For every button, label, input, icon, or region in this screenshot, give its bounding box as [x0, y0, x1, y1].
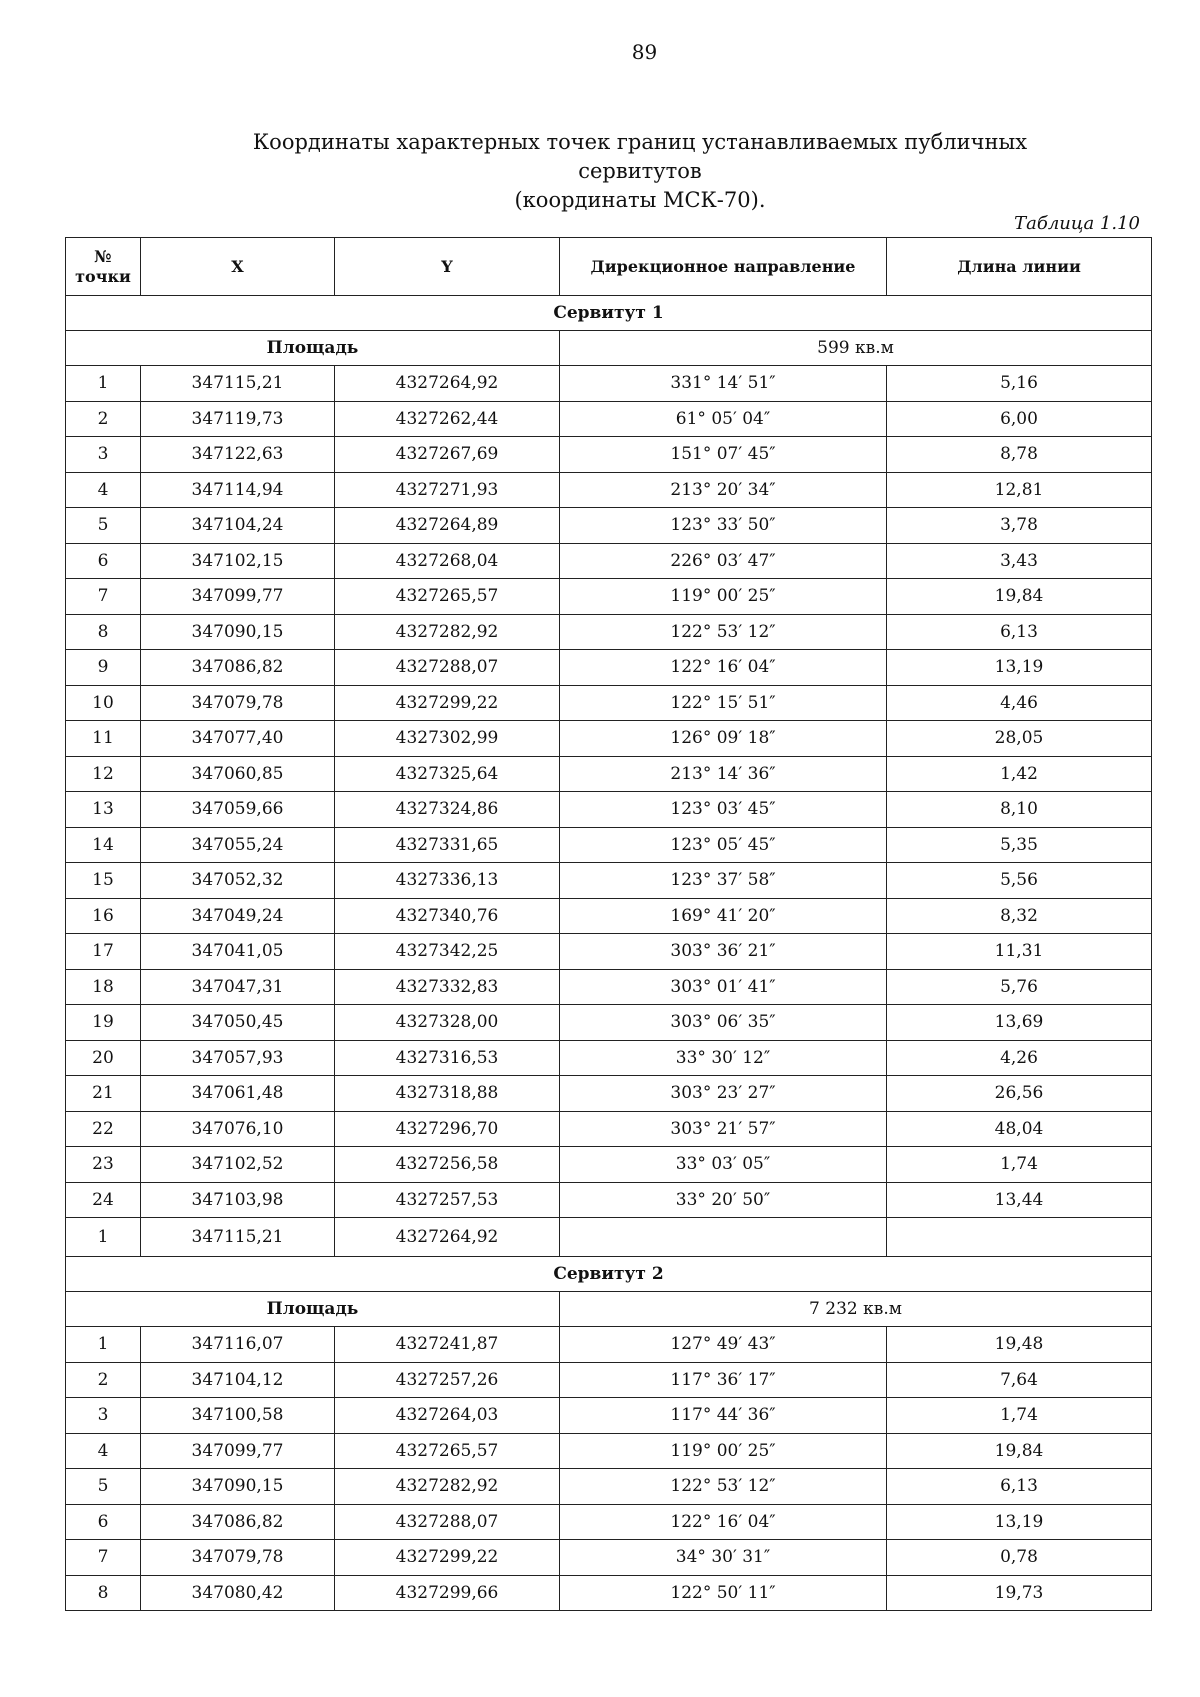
point-number-cell: 18	[66, 969, 141, 1005]
table-row	[66, 1040, 1152, 1076]
y-cell: 4327342,25	[335, 934, 560, 970]
table-row	[66, 614, 1152, 650]
x-cell: 347099,77	[141, 1433, 335, 1469]
x-cell: 347104,12	[141, 1362, 335, 1398]
point-number-cell: 11	[66, 721, 141, 757]
direction-cell: 169° 41′ 20″	[560, 898, 887, 934]
y-cell: 4327264,03	[335, 1398, 560, 1434]
direction-cell: 303° 06′ 35″	[560, 1005, 887, 1041]
point-number-cell: 13	[66, 792, 141, 828]
direction-cell: 123° 33′ 50″	[560, 508, 887, 544]
table-row	[66, 969, 1152, 1005]
y-cell: 4327264,92	[335, 366, 560, 402]
point-number-cell: 14	[66, 827, 141, 863]
y-cell: 4327331,65	[335, 827, 560, 863]
point-number-cell: 4	[66, 1433, 141, 1469]
point-number-cell: 10	[66, 685, 141, 721]
y-cell: 4327265,57	[335, 579, 560, 615]
point-number-cell: 2	[66, 1362, 141, 1398]
y-cell: 4327325,64	[335, 756, 560, 792]
x-cell: 347086,82	[141, 650, 335, 686]
x-cell: 347090,15	[141, 1469, 335, 1505]
length-cell: 4,46	[887, 685, 1152, 721]
y-cell: 4327264,89	[335, 508, 560, 544]
direction-cell: 33° 20′ 50″	[560, 1182, 887, 1218]
length-cell: 13,19	[887, 1504, 1152, 1540]
x-cell: 347079,78	[141, 1540, 335, 1576]
x-cell: 347041,05	[141, 934, 335, 970]
y-cell: 4327340,76	[335, 898, 560, 934]
x-cell: 347103,98	[141, 1182, 335, 1218]
length-cell: 5,76	[887, 969, 1152, 1005]
direction-cell: 303° 23′ 27″	[560, 1076, 887, 1112]
x-cell: 347052,32	[141, 863, 335, 899]
point-number-cell: 3	[66, 437, 141, 473]
y-cell: 4327302,99	[335, 721, 560, 757]
y-cell: 4327299,22	[335, 685, 560, 721]
y-cell: 4327332,83	[335, 969, 560, 1005]
point-number-cell: 7	[66, 579, 141, 615]
x-cell: 347100,58	[141, 1398, 335, 1434]
header-length: Длина линии	[887, 238, 1152, 296]
direction-cell: 34° 30′ 31″	[560, 1540, 887, 1576]
point-number-cell: 21	[66, 1076, 141, 1112]
header-direction: Дирекционное направление	[560, 238, 887, 296]
title-line-2: (координаты МСК-70).	[514, 188, 766, 212]
point-number-cell: 8	[66, 1575, 141, 1611]
header-num-word: точки	[75, 266, 131, 286]
point-number-cell: 7	[66, 1540, 141, 1576]
table-row	[66, 1575, 1152, 1611]
table-row	[66, 863, 1152, 899]
point-number-cell: 5	[66, 508, 141, 544]
y-cell: 4327328,00	[335, 1005, 560, 1041]
length-cell: 13,19	[887, 650, 1152, 686]
table-row	[66, 1540, 1152, 1576]
y-cell: 4327256,58	[335, 1147, 560, 1183]
table-row	[66, 1469, 1152, 1505]
y-cell: 4327324,86	[335, 792, 560, 828]
point-number-cell: 24	[66, 1182, 141, 1218]
length-cell: 1,74	[887, 1398, 1152, 1434]
length-cell: 0,78	[887, 1540, 1152, 1576]
x-cell: 347047,31	[141, 969, 335, 1005]
point-number-cell: 12	[66, 756, 141, 792]
point-number-cell: 1	[66, 1218, 141, 1257]
y-cell: 4327282,92	[335, 1469, 560, 1505]
direction-cell: 117° 44′ 36″	[560, 1398, 887, 1434]
point-number-cell: 19	[66, 1005, 141, 1041]
point-number-cell: 6	[66, 543, 141, 579]
length-cell: 19,48	[887, 1327, 1152, 1363]
y-cell: 4327288,07	[335, 1504, 560, 1540]
length-cell: 8,78	[887, 437, 1152, 473]
section-title-row	[66, 296, 1152, 331]
length-cell: 5,56	[887, 863, 1152, 899]
coordinates-table	[65, 237, 1152, 1611]
area-value: 7 232 кв.м	[560, 1292, 1152, 1327]
length-cell: 6,13	[887, 1469, 1152, 1505]
document-title	[200, 128, 1080, 215]
x-cell: 347077,40	[141, 721, 335, 757]
table-row	[66, 1182, 1152, 1218]
header-num-symbol: №	[94, 246, 112, 266]
table-row	[66, 1362, 1152, 1398]
x-cell: 347080,42	[141, 1575, 335, 1611]
table-body	[66, 296, 1152, 1611]
x-cell: 347049,24	[141, 898, 335, 934]
direction-cell: 122° 53′ 12″	[560, 614, 887, 650]
x-cell: 347060,85	[141, 756, 335, 792]
y-cell: 4327299,22	[335, 1540, 560, 1576]
table-row	[66, 472, 1152, 508]
length-cell: 6,00	[887, 401, 1152, 437]
x-cell: 347119,73	[141, 401, 335, 437]
table-row	[66, 685, 1152, 721]
point-number-cell: 20	[66, 1040, 141, 1076]
x-cell: 347099,77	[141, 579, 335, 615]
x-cell: 347076,10	[141, 1111, 335, 1147]
header-x: X	[141, 238, 335, 296]
header-y: Y	[335, 238, 560, 296]
table-row	[66, 1005, 1152, 1041]
point-number-cell: 6	[66, 1504, 141, 1540]
x-cell: 347057,93	[141, 1040, 335, 1076]
table-row	[66, 1504, 1152, 1540]
point-number-cell: 3	[66, 1398, 141, 1434]
y-cell: 4327271,93	[335, 472, 560, 508]
area-row	[66, 1292, 1152, 1327]
header-point-number	[66, 238, 141, 296]
x-cell: 347061,48	[141, 1076, 335, 1112]
table-row	[66, 721, 1152, 757]
point-number-cell: 8	[66, 614, 141, 650]
point-number-cell: 9	[66, 650, 141, 686]
y-cell: 4327257,53	[335, 1182, 560, 1218]
table-row	[66, 579, 1152, 615]
length-cell: 3,78	[887, 508, 1152, 544]
x-cell: 347055,24	[141, 827, 335, 863]
x-cell: 347102,15	[141, 543, 335, 579]
length-cell: 19,84	[887, 579, 1152, 615]
point-number-cell: 23	[66, 1147, 141, 1183]
x-cell: 347122,63	[141, 437, 335, 473]
page-number: 89	[631, 40, 658, 64]
direction-cell: 122° 53′ 12″	[560, 1469, 887, 1505]
point-number-cell: 22	[66, 1111, 141, 1147]
y-cell: 4327265,57	[335, 1433, 560, 1469]
y-cell: 4327296,70	[335, 1111, 560, 1147]
direction-cell: 151° 07′ 45″	[560, 437, 887, 473]
section-title-row	[66, 1257, 1152, 1292]
table-row	[66, 1398, 1152, 1434]
table-row	[66, 543, 1152, 579]
y-cell: 4327336,13	[335, 863, 560, 899]
direction-cell: 226° 03′ 47″	[560, 543, 887, 579]
table-row	[66, 1327, 1152, 1363]
point-number-cell: 17	[66, 934, 141, 970]
direction-cell: 123° 37′ 58″	[560, 863, 887, 899]
x-cell: 347115,21	[141, 366, 335, 402]
direction-cell: 331° 14′ 51″	[560, 366, 887, 402]
y-cell: 4327299,66	[335, 1575, 560, 1611]
x-cell: 347090,15	[141, 614, 335, 650]
direction-cell: 123° 03′ 45″	[560, 792, 887, 828]
length-cell: 8,10	[887, 792, 1152, 828]
y-cell: 4327262,44	[335, 401, 560, 437]
point-number-cell: 15	[66, 863, 141, 899]
area-label: Площадь	[66, 331, 560, 366]
point-number-cell: 4	[66, 472, 141, 508]
table-row	[66, 508, 1152, 544]
length-cell: 5,16	[887, 366, 1152, 402]
length-cell: 7,64	[887, 1362, 1152, 1398]
length-cell: 11,31	[887, 934, 1152, 970]
length-cell: 6,13	[887, 614, 1152, 650]
section-title: Сервитут 1	[66, 296, 1152, 331]
x-cell: 347115,21	[141, 1218, 335, 1257]
length-cell: 3,43	[887, 543, 1152, 579]
y-cell: 4327288,07	[335, 650, 560, 686]
area-value: 599 кв.м	[560, 331, 1152, 366]
table-row	[66, 898, 1152, 934]
section-title: Сервитут 2	[66, 1257, 1152, 1292]
table-row	[66, 792, 1152, 828]
table-row	[66, 1111, 1152, 1147]
table-row	[66, 366, 1152, 402]
x-cell: 347116,07	[141, 1327, 335, 1363]
table-header-row	[66, 238, 1152, 296]
x-cell: 347102,52	[141, 1147, 335, 1183]
y-cell: 4327318,88	[335, 1076, 560, 1112]
direction-cell: 122° 16′ 04″	[560, 650, 887, 686]
length-cell: 48,04	[887, 1111, 1152, 1147]
table-row	[66, 934, 1152, 970]
direction-cell: 122° 15′ 51″	[560, 685, 887, 721]
area-label: Площадь	[66, 1292, 560, 1327]
area-row	[66, 331, 1152, 366]
length-cell: 1,74	[887, 1147, 1152, 1183]
length-cell: 1,42	[887, 756, 1152, 792]
direction-cell: 122° 16′ 04″	[560, 1504, 887, 1540]
table-row	[66, 650, 1152, 686]
length-cell: 19,84	[887, 1433, 1152, 1469]
table-row	[66, 1433, 1152, 1469]
title-line-1: Координаты характерных точек границ устанавливаемых публичных сервитутов	[252, 130, 1028, 183]
length-cell: 12,81	[887, 472, 1152, 508]
direction-cell: 127° 49′ 43″	[560, 1327, 887, 1363]
point-number-cell: 2	[66, 401, 141, 437]
length-cell: 13,69	[887, 1005, 1152, 1041]
direction-cell: 33° 30′ 12″	[560, 1040, 887, 1076]
y-cell: 4327257,26	[335, 1362, 560, 1398]
length-cell: 13,44	[887, 1182, 1152, 1218]
length-cell	[887, 1218, 1152, 1257]
y-cell: 4327267,69	[335, 437, 560, 473]
length-cell: 5,35	[887, 827, 1152, 863]
table-row	[66, 1218, 1152, 1257]
y-cell: 4327241,87	[335, 1327, 560, 1363]
y-cell: 4327282,92	[335, 614, 560, 650]
direction-cell: 122° 50′ 11″	[560, 1575, 887, 1611]
table-row	[66, 1076, 1152, 1112]
y-cell: 4327268,04	[335, 543, 560, 579]
direction-cell: 213° 14′ 36″	[560, 756, 887, 792]
length-cell: 4,26	[887, 1040, 1152, 1076]
direction-cell: 117° 36′ 17″	[560, 1362, 887, 1398]
length-cell: 28,05	[887, 721, 1152, 757]
direction-cell: 303° 21′ 57″	[560, 1111, 887, 1147]
direction-cell: 61° 05′ 04″	[560, 401, 887, 437]
x-cell: 347079,78	[141, 685, 335, 721]
direction-cell	[560, 1218, 887, 1257]
table-row	[66, 401, 1152, 437]
length-cell: 19,73	[887, 1575, 1152, 1611]
length-cell: 8,32	[887, 898, 1152, 934]
table-row	[66, 1147, 1152, 1183]
table-row	[66, 827, 1152, 863]
point-number-cell: 5	[66, 1469, 141, 1505]
y-cell: 4327264,92	[335, 1218, 560, 1257]
table-label: Таблица 1.10	[1014, 213, 1140, 234]
direction-cell: 33° 03′ 05″	[560, 1147, 887, 1183]
direction-cell: 126° 09′ 18″	[560, 721, 887, 757]
x-cell: 347086,82	[141, 1504, 335, 1540]
direction-cell: 119° 00′ 25″	[560, 579, 887, 615]
table-row	[66, 756, 1152, 792]
point-number-cell: 1	[66, 1327, 141, 1363]
y-cell: 4327316,53	[335, 1040, 560, 1076]
x-cell: 347059,66	[141, 792, 335, 828]
direction-cell: 213° 20′ 34″	[560, 472, 887, 508]
table-row	[66, 437, 1152, 473]
direction-cell: 303° 01′ 41″	[560, 969, 887, 1005]
x-cell: 347114,94	[141, 472, 335, 508]
point-number-cell: 16	[66, 898, 141, 934]
point-number-cell: 1	[66, 366, 141, 402]
direction-cell: 119° 00′ 25″	[560, 1433, 887, 1469]
x-cell: 347104,24	[141, 508, 335, 544]
x-cell: 347050,45	[141, 1005, 335, 1041]
length-cell: 26,56	[887, 1076, 1152, 1112]
direction-cell: 303° 36′ 21″	[560, 934, 887, 970]
direction-cell: 123° 05′ 45″	[560, 827, 887, 863]
